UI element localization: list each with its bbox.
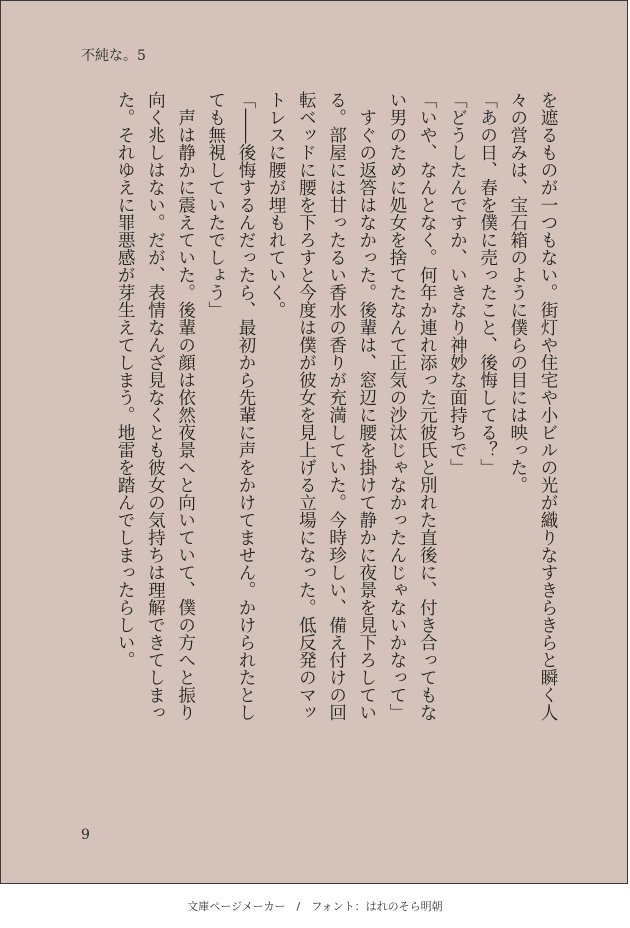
text-line: 々の営みは、宝石箱のように僕らの目には映った。 xyxy=(507,91,528,494)
text-line: トレスに腰が埋もれていく。 xyxy=(266,91,287,319)
text-line: 「いや、なんとなく。何年か連れ添った元彼氏と別れた直後に、付き合ってもな xyxy=(417,91,438,721)
text-line: すぐの返答はなかった。後輩は、窓辺に腰を掛けて静かに夜景を見下ろしてい xyxy=(356,91,377,721)
text-line: を遮るものが一つもない。街灯や住宅や小ビルの光が織りなすきらきらと瞬く人 xyxy=(538,91,558,721)
text-line: 「どうしたんですか、いきなり神妙な面持ちで」 xyxy=(447,91,468,476)
text-line: 「あの日、春を僕に売ったこと、後悔してる？」 xyxy=(477,91,498,476)
text-line: ても無視していたでしょう」 xyxy=(205,91,226,319)
text-line: 声は静かに震えていた。後輩の顔は依然夜景へと向いていて、僕の方へと振り xyxy=(175,91,196,721)
text-line: い男のために処女を捨てたなんて正気の沙汰じゃなかったんじゃないかなって」 xyxy=(386,91,407,721)
text-line: 向く兆しはない。だが、表情なんざ見なくとも彼女の気持ちは理解できてしまっ xyxy=(145,91,166,721)
text-line: た。それゆえに罪悪感が芽生えてしまう。地雷を踏んでしまったらしい。 xyxy=(115,91,136,669)
text-line: 転ベッドに腰を下ろすと今度は僕が彼女を見上げる立場になった。低反発のマッ xyxy=(296,91,317,721)
running-head: 不純な。5 xyxy=(81,48,146,64)
text-line: 「――後悔するんだったら、最初から先輩に声をかけてません。かけられたとし xyxy=(235,91,256,721)
footer-credit: 文庫ページメーカー / フォント：はれのそら明朝 xyxy=(187,900,443,913)
body-text xyxy=(110,91,563,811)
text-line: る。部屋には甘ったるい香水の香りが充満していた。今時珍しい、備え付けの回 xyxy=(326,91,347,721)
page-number: 9 xyxy=(81,827,90,843)
